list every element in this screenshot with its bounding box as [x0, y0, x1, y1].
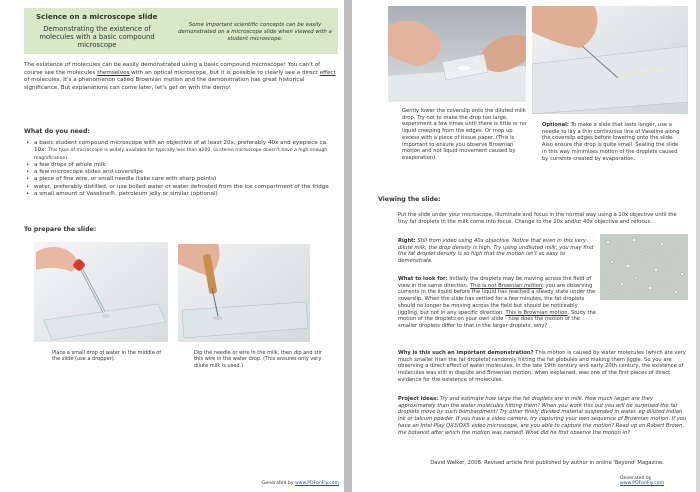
viewing-paragraph: Put the slide under your microscope, illuminate and focus in the normal way using a 10x objective until the tiny fat droplets in the milk come into focus. Change to the 20x and/or 40x objective and refocus.	[398, 212, 677, 225]
intro-underlined-1: themselves	[97, 69, 130, 76]
intro-underlined-2: effect	[319, 69, 336, 76]
list-item: • a small amount of Vaseline®, petroleum jelly or similar (optional)	[26, 191, 338, 198]
page-divider	[344, 0, 352, 492]
right-note: Right: Still from video using 40x objective. Notice that even in this very dilute milk, the drop density is high. Try using undiluted milk; you may find the fat droplet density is so high that the motion isn't so easy to demonstrate.	[398, 238, 594, 265]
dropper-photo	[34, 242, 168, 342]
intro-text-3: of molecules. It's a phenomenon called Brownian motion and the demonstration has great historical significance. But explanations can come later, let's get on with the demo!	[24, 77, 305, 91]
footer-link[interactable]: www.PDFonFly.com	[620, 481, 665, 486]
list-item: • a piece of fine wire, or small needle (take care with sharp points)	[26, 176, 338, 183]
intro-text-1: The existence of molecules can be easily demonstrated using a basic compound microscope! You can't of course see the molecules	[24, 62, 321, 76]
intro-text-2: with an optical microscope, but it is possible to clearly see a direct	[129, 69, 320, 76]
left-page	[0, 0, 344, 492]
why-paragraph: Why is this such an important demonstration? This motion is caused by water molecules (which are very much smaller than the fat droplets) randomly hitting the fat globules and making them jiggle. So you are observing a direct effect of water molecules. In the late 19th century and early 20th century, the existence of molecules was still in dispute and Brownian motion, when explained, was one of the first pieces of direct evidence for the existence of molecules.	[398, 350, 686, 383]
footer: Generated by www.PDFonFly.com	[620, 476, 665, 486]
caption-dropper: Place a small drop of water in the middle of the slide (use a dropper).	[52, 350, 162, 363]
needs-list	[26, 140, 338, 198]
caption-coverslip: Gently lower the coverslip onto the diluted milk drop. Try not to make the drop too large, experiment a few times until there is little or no liquid creeping from the edges. Or mop up excess with a piece of tissue paper. (This is important to ensure you observe Brownian motion and not liquid movement caused by evaporation).	[402, 108, 527, 161]
vaseline-photo	[532, 6, 688, 114]
footer-link[interactable]: www.PDFonFly.com	[294, 481, 340, 486]
project-paragraph: Project ideas: Try and estimate how large the fat droplets are in milk. How much larger are they approximately than the water molecules hitting them? When you work this out you will be surprised the fat droplets move by such bombardment! Try other finely divided material suspended in water. eg diluted Indian ink or talcum powder. If you have a video camera, try capturing your own sequence of Brownian motion. If you have an Intel Play QX3/QX5 video microscope, are you able to capture the motion? Read up on Robert Brown, the botanist after which the motion was named! What did he first observe the motion in?	[398, 396, 687, 436]
intro-paragraph	[24, 62, 338, 92]
list-item: • a few microscope slides and coverslips	[26, 169, 338, 176]
article-header	[24, 8, 338, 54]
optional-note: Optional: To make a slide that lasts longer, use a needle to lay a thin continuous line of Vaseline along the coverslip edges before lowering onto the slide. Also ensure the drop is quite small. Sealing the slide in this way minimises motion of the droplets caused by currents created by evaporation.	[542, 122, 680, 162]
right-page	[352, 0, 696, 492]
coverslip-photo	[388, 6, 526, 102]
author-credit: David Walker, 2008. Revised article first published by author in online 'Beyond' Magazine.	[430, 460, 664, 466]
list-item: • water, preferably distilled, or use boiled water or water defrosted from the ice compartment of the fridge	[26, 184, 338, 191]
list-item: • a basic student compound microscope with an objective of at least 20x, preferably 40x and eyepiece ca. 10x. This type of microscope is widely available for typically less than $200. (a stereo microscope doesn't have a high enough magnification).	[26, 140, 338, 162]
needle-photo	[178, 244, 310, 342]
look-for-paragraph: What to look for: Initially the droplets may be moving across the field of view in the same direction. This is not Brownian motion; you are observing currents in the liquid before the liquid has reached a steady state under the coverslip. When the slide has settled for a few minutes, the fat droplets should no longer be moving across the field but should be noticeably jiggling, but not in any specific direction. This is Brownian motion. Study the motion of the droplets on your own slide - how does the motion of the smaller droplets differ to that in the larger droplets, why?	[398, 276, 596, 329]
micrograph-photo	[600, 234, 688, 300]
caption-needle: Dip the needle or wire in the milk, then dip and stir this wire in the water drop. (This ensures only very dilute milk is used.)	[194, 350, 323, 369]
list-item: • a few drops of whole milk	[26, 162, 338, 169]
prepare-heading: To prepare the slide:	[24, 226, 97, 233]
viewing-heading: Viewing the slide:	[378, 196, 441, 203]
header-side-note: Some important scientific concepts can be easily demonstrated on a microscope slide when viewed with a student microscope.	[178, 22, 332, 42]
need-heading: What do you need:	[24, 128, 90, 135]
page-title: Science on a microscope slide	[36, 12, 158, 21]
footer: Generated by www.PDFonFly.com	[262, 481, 340, 486]
page-subtitle: Demonstrating the existence of molecules with a basic compound microscope	[39, 25, 155, 49]
